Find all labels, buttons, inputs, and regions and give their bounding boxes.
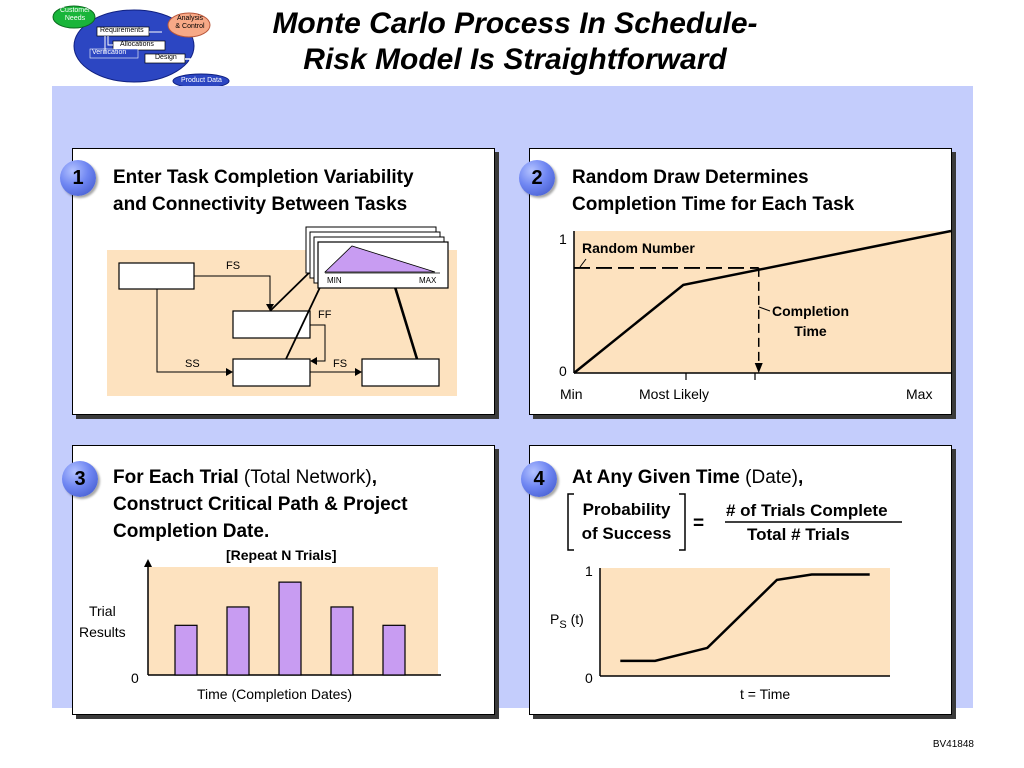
panel-3-heading-line-2: Construct Critical Path & Project — [113, 494, 408, 515]
panel-4-heading-light: (Date) — [739, 467, 798, 488]
panel-2-random-draw — [529, 148, 952, 415]
step-2-badge: 2 — [519, 160, 555, 196]
panel-3-trial-results — [72, 445, 495, 715]
logo-design: Design — [155, 54, 177, 61]
link-label-fs-top: FS — [226, 260, 241, 272]
cdf-x-min-label: Min — [560, 386, 583, 402]
prob-y-bottom-label: 0 — [585, 670, 593, 686]
logo-verification: Verification — [92, 49, 127, 56]
logo-analysis-line1: Analysis — [176, 15, 204, 22]
panel-3-heading-light: (Total Network) — [238, 467, 372, 488]
probability-label-line-2: of Success — [581, 524, 672, 543]
repeat-trials-label: [Repeat N Trials] — [226, 547, 337, 563]
panel-1-task-network — [72, 148, 495, 415]
prob-y-top-label: 1 — [585, 563, 593, 579]
page-title — [205, 6, 825, 78]
systems-engineering-logo — [50, 4, 230, 90]
logo-requirements: Requirements — [100, 27, 144, 34]
logo-analysis-line2: & Control — [175, 23, 205, 30]
logo-product-data: Product Data — [181, 77, 222, 84]
equals-sign: = — [693, 513, 705, 534]
distribution-max-label: MAX — [419, 276, 437, 285]
panel-3-heading-line-3: Completion Date. — [113, 521, 270, 542]
step-1-badge: 1 — [60, 160, 96, 196]
prob-ylabel-t: (t) — [566, 611, 584, 627]
logo-customer-needs-line2: Needs — [64, 15, 86, 22]
bar-xlabel: Time (Completion Dates) — [197, 686, 353, 702]
logo-customer-needs-line1: Customer — [60, 7, 91, 14]
probability-label-line-1: Probability — [582, 500, 671, 519]
trial-results-ylabel-line-2: Results — [79, 624, 126, 640]
task-box-4 — [362, 359, 439, 386]
link-label-ss: SS — [185, 358, 200, 370]
random-number-label: Random Number — [582, 240, 695, 256]
trial-results-ylabel — [79, 601, 126, 643]
distribution-min-label: MIN — [327, 276, 342, 285]
completion-time-line-1: Completion — [772, 303, 849, 319]
trial-bar-4 — [331, 607, 353, 675]
bar-y-zero-label: 0 — [131, 670, 139, 686]
panel-4-heading-comma: , — [797, 467, 804, 488]
cdf-x-max-label: Max — [906, 386, 933, 402]
prob-ylabel-p: P — [550, 611, 560, 627]
panel-1-heading-line-2: and Connectivity Between Tasks — [113, 194, 408, 215]
step-4-badge: 4 — [521, 461, 557, 497]
prob-ylabel — [550, 611, 584, 631]
bar-y-axis-arrow — [144, 559, 152, 567]
trial-bar-2 — [227, 607, 249, 675]
step-3-badge: 3 — [62, 461, 98, 497]
trial-bar-3 — [279, 582, 301, 675]
slide-code: BV41848 — [932, 739, 974, 750]
probability-chart — [530, 446, 953, 716]
panel-3-heading-bold: For Each Trial — [113, 467, 239, 488]
panel-2-heading-line-1: Random Draw Determines — [572, 167, 809, 188]
completion-time-line-2: Time — [794, 323, 827, 339]
cdf-x-mode-label: Most Likely — [639, 386, 710, 402]
link-label-ff: FF — [318, 309, 332, 321]
title-line-1: Monte Carlo Process In Schedule- — [272, 7, 758, 40]
panel-4-probability-of-success — [529, 445, 952, 715]
formula-numerator: # of Trials Complete — [726, 501, 888, 520]
completion-time-label — [772, 301, 849, 341]
link-label-fs-bottom: FS — [333, 358, 348, 370]
task-box-3 — [233, 359, 310, 386]
title-line-2: Risk Model Is Straightforward — [303, 43, 727, 76]
panel-1-heading-line-1: Enter Task Completion Variability — [113, 167, 414, 188]
logo-allocations: Allocations — [120, 41, 154, 48]
trial-results-ylabel-line-1: Trial — [88, 603, 116, 619]
task-box-1 — [119, 263, 194, 289]
cdf-y-bottom-label: 0 — [559, 363, 567, 379]
cdf-chart — [530, 149, 953, 416]
trial-bar-1 — [175, 625, 197, 675]
prob-ylabel-sub: S — [559, 618, 567, 631]
cdf-y-top-label: 1 — [559, 231, 567, 247]
panel-3-heading-comma: , — [371, 467, 377, 488]
prob-xlabel: t = Time — [740, 686, 791, 702]
trial-bar-5 — [383, 625, 405, 675]
formula-denominator: Total # Trials — [747, 525, 850, 544]
panel-4-heading-bold: At Any Given Time — [572, 467, 740, 488]
panel-2-heading-line-2: Completion Time for Each Task — [572, 194, 855, 215]
